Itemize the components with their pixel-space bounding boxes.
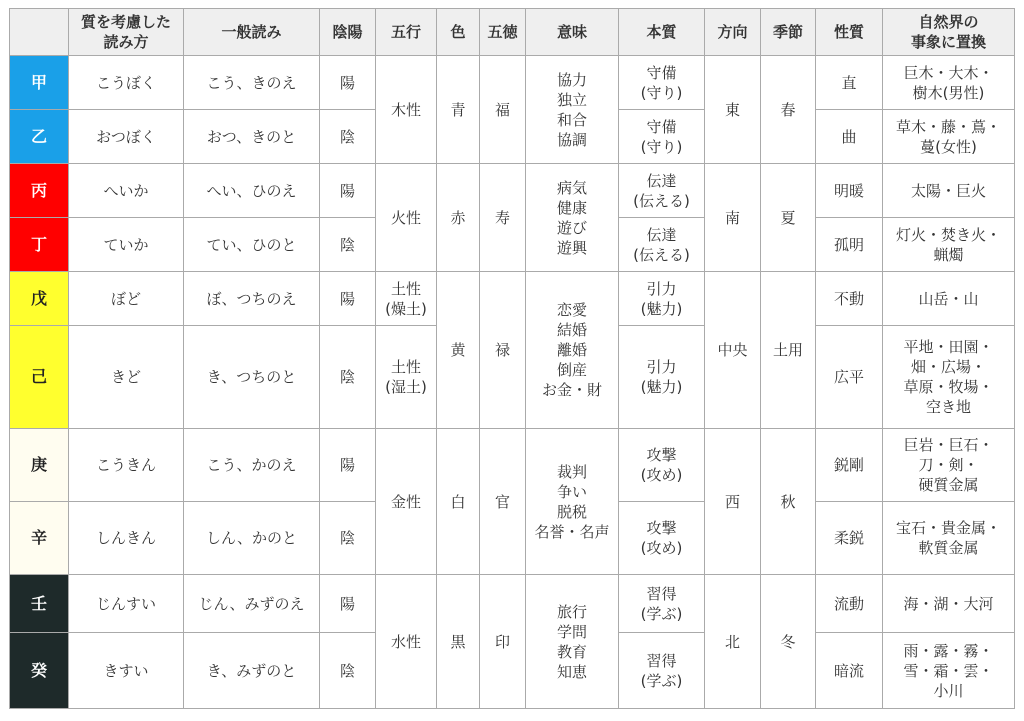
element-cell: 土性 (燥土) <box>376 272 437 326</box>
meaning-cell: 旅行 学問 教育 知恵 <box>526 575 619 709</box>
essence-cell: 守備 (守り) <box>619 56 705 110</box>
essence-cell: 引力 (魅力) <box>619 272 705 326</box>
header-nature: 性質 <box>816 9 883 56</box>
header-general-reading: 一般読み <box>184 9 320 56</box>
yinyang-cell: 陽 <box>320 56 376 110</box>
nature-cell: 不動 <box>816 272 883 326</box>
general-reading-cell: き、つちのと <box>184 326 320 429</box>
header-color: 色 <box>437 9 480 56</box>
stem-cell: 乙 <box>10 110 69 164</box>
meaning-cell: 裁判 争い 脱税 名誉・名声 <box>526 429 619 575</box>
yinyang-cell: 陽 <box>320 164 376 218</box>
direction-cell: 北 <box>705 575 761 709</box>
quality-reading-cell: へいか <box>69 164 184 218</box>
season-cell: 夏 <box>761 164 816 272</box>
yinyang-cell: 陰 <box>320 633 376 709</box>
nature-cell: 暗流 <box>816 633 883 709</box>
quality-reading-cell: ぼど <box>69 272 184 326</box>
quality-reading-cell: ていか <box>69 218 184 272</box>
element-cell: 水性 <box>376 575 437 709</box>
yinyang-cell: 陽 <box>320 429 376 502</box>
general-reading-cell: こう、かのえ <box>184 429 320 502</box>
yinyang-cell: 陽 <box>320 575 376 633</box>
color-cell: 白 <box>437 429 480 575</box>
essence-cell: 守備 (守り) <box>619 110 705 164</box>
nature-cell: 明暖 <box>816 164 883 218</box>
color-cell: 青 <box>437 56 480 164</box>
header-season: 季節 <box>761 9 816 56</box>
meaning-cell: 協力 独立 和合 協調 <box>526 56 619 164</box>
table-row <box>10 56 1015 110</box>
stem-cell: 己 <box>10 326 69 429</box>
direction-cell: 中央 <box>705 272 761 429</box>
header-meaning: 意味 <box>526 9 619 56</box>
general-reading-cell: へい、ひのえ <box>184 164 320 218</box>
meaning-cell: 病気 健康 遊び 遊興 <box>526 164 619 272</box>
nature-cell: 流動 <box>816 575 883 633</box>
ten-stems-table <box>9 8 1015 709</box>
stem-cell: 庚 <box>10 429 69 502</box>
general-reading-cell: こう、きのえ <box>184 56 320 110</box>
natural-phenomena-cell: 海・湖・大河 <box>883 575 1015 633</box>
color-cell: 赤 <box>437 164 480 272</box>
yinyang-cell: 陰 <box>320 218 376 272</box>
header-row <box>10 9 1015 56</box>
natural-phenomena-cell: 草木・藤・蔦・ 蔓(女性) <box>883 110 1015 164</box>
quality-reading-cell: しんきん <box>69 502 184 575</box>
virtue-cell: 寿 <box>480 164 526 272</box>
meaning-cell: 恋愛 結婚 離婚 倒産 お金・財 <box>526 272 619 429</box>
nature-cell: 鋭剛 <box>816 429 883 502</box>
season-cell: 土用 <box>761 272 816 429</box>
essence-cell: 習得 (学ぶ) <box>619 575 705 633</box>
stem-cell: 辛 <box>10 502 69 575</box>
stem-cell: 癸 <box>10 633 69 709</box>
yinyang-cell: 陰 <box>320 110 376 164</box>
element-cell: 金性 <box>376 429 437 575</box>
header-direction: 方向 <box>705 9 761 56</box>
direction-cell: 西 <box>705 429 761 575</box>
stem-cell: 戊 <box>10 272 69 326</box>
quality-reading-cell: きすい <box>69 633 184 709</box>
header-blank <box>10 9 69 56</box>
element-cell: 土性 (湿土) <box>376 326 437 429</box>
table-row <box>10 575 1015 633</box>
direction-cell: 南 <box>705 164 761 272</box>
direction-cell: 東 <box>705 56 761 164</box>
natural-phenomena-cell: 巨木・大木・ 樹木(男性) <box>883 56 1015 110</box>
header-five-elements: 五行 <box>376 9 437 56</box>
essence-cell: 伝達 (伝える) <box>619 164 705 218</box>
header-yinyang: 陰陽 <box>320 9 376 56</box>
header-five-virtues: 五徳 <box>480 9 526 56</box>
yinyang-cell: 陰 <box>320 326 376 429</box>
nature-cell: 直 <box>816 56 883 110</box>
nature-cell: 曲 <box>816 110 883 164</box>
table-row <box>10 164 1015 218</box>
natural-phenomena-cell: 太陽・巨火 <box>883 164 1015 218</box>
nature-cell: 広平 <box>816 326 883 429</box>
natural-phenomena-cell: 山岳・山 <box>883 272 1015 326</box>
essence-cell: 攻撃 (攻め) <box>619 502 705 575</box>
season-cell: 秋 <box>761 429 816 575</box>
element-cell: 木性 <box>376 56 437 164</box>
header-essence: 本質 <box>619 9 705 56</box>
yinyang-cell: 陰 <box>320 502 376 575</box>
natural-phenomena-cell: 灯火・焚き火・ 蝋燭 <box>883 218 1015 272</box>
general-reading-cell: じん、みずのえ <box>184 575 320 633</box>
quality-reading-cell: きど <box>69 326 184 429</box>
virtue-cell: 印 <box>480 575 526 709</box>
header-quality-reading: 質を考慮した 読み方 <box>69 9 184 56</box>
quality-reading-cell: こうぼく <box>69 56 184 110</box>
nature-cell: 孤明 <box>816 218 883 272</box>
stem-cell: 甲 <box>10 56 69 110</box>
quality-reading-cell: じんすい <box>69 575 184 633</box>
yinyang-cell: 陽 <box>320 272 376 326</box>
general-reading-cell: ぼ、つちのえ <box>184 272 320 326</box>
natural-phenomena-cell: 雨・露・霧・ 雪・霜・雲・ 小川 <box>883 633 1015 709</box>
stem-cell: 壬 <box>10 575 69 633</box>
essence-cell: 引力 (魅力) <box>619 326 705 429</box>
natural-phenomena-cell: 巨岩・巨石・ 刀・剣・ 硬質金属 <box>883 429 1015 502</box>
season-cell: 春 <box>761 56 816 164</box>
quality-reading-cell: こうきん <box>69 429 184 502</box>
color-cell: 黒 <box>437 575 480 709</box>
essence-cell: 伝達 (伝える) <box>619 218 705 272</box>
natural-phenomena-cell: 宝石・貴金属・ 軟質金属 <box>883 502 1015 575</box>
virtue-cell: 官 <box>480 429 526 575</box>
table-row <box>10 429 1015 502</box>
color-cell: 黄 <box>437 272 480 429</box>
virtue-cell: 福 <box>480 56 526 164</box>
season-cell: 冬 <box>761 575 816 709</box>
table-row <box>10 272 1015 326</box>
essence-cell: 攻撃 (攻め) <box>619 429 705 502</box>
general-reading-cell: てい、ひのと <box>184 218 320 272</box>
quality-reading-cell: おつぼく <box>69 110 184 164</box>
essence-cell: 習得 (学ぶ) <box>619 633 705 709</box>
general-reading-cell: おつ、きのと <box>184 110 320 164</box>
stem-cell: 丙 <box>10 164 69 218</box>
general-reading-cell: き、みずのと <box>184 633 320 709</box>
general-reading-cell: しん、かのと <box>184 502 320 575</box>
stem-cell: 丁 <box>10 218 69 272</box>
virtue-cell: 禄 <box>480 272 526 429</box>
element-cell: 火性 <box>376 164 437 272</box>
header-natural-phenomena: 自然界の 事象に置換 <box>883 9 1015 56</box>
natural-phenomena-cell: 平地・田園・ 畑・広場・ 草原・牧場・ 空き地 <box>883 326 1015 429</box>
nature-cell: 柔鋭 <box>816 502 883 575</box>
